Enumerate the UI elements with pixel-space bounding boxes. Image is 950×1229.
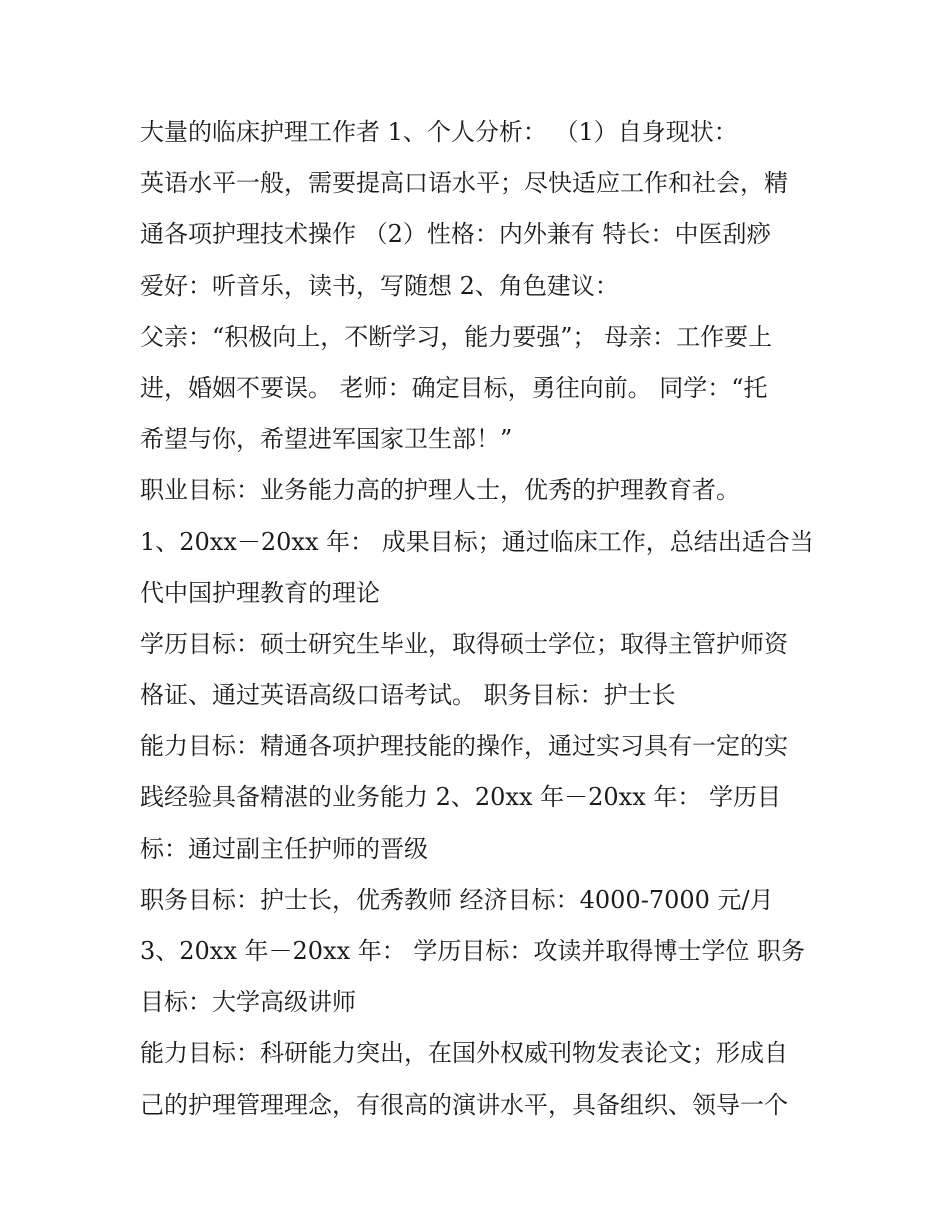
text-line-2: 英语水平一般，需要提高口语水平；尽快适应工作和社会，精	[140, 169, 788, 198]
text-line-16: 职务目标：护士长，优秀教师 经济目标：4000-7000 元/月	[140, 885, 774, 914]
text-line-1: 大量的临床护理工作者 1、个人分析： （1）自身现状：	[140, 118, 738, 146]
text-line-12: 格证、通过英语高级口语考试。 职务目标：护士长	[140, 681, 676, 710]
text-line-10: 代中国护理教育的理论	[140, 578, 380, 607]
text-line-5: 父亲：“积极向上，不断学习，能力要强”； 母亲：工作要上	[140, 322, 773, 351]
text-line-17: 3、20xx 年－20xx 年： 学历目标：攻读并取得博士学位 职务	[140, 937, 806, 965]
text-line-6: 进，婚姻不要误。 老师：确定目标，勇往向前。 同学：“托	[140, 373, 768, 402]
text-line-14: 践经验具备精湛的业务能力 2、20xx 年－20xx 年： 学历目	[140, 783, 782, 812]
text-line-13: 能力目标：精通各项护理技能的操作，通过实习具有一定的实	[140, 732, 788, 761]
text-line-20: 己的护理管理理念，有很高的演讲水平，具备组织、领导一个	[140, 1090, 788, 1119]
text-line-7: 希望与你，希望进军国家卫生部！”	[140, 425, 513, 454]
text-line-3: 通各项护理技术操作 （2）性格：内外兼有 特长：中医刮痧	[140, 220, 771, 249]
text-line-4: 爱好：听音乐，读书，写随想 2、角色建议：	[140, 271, 619, 300]
document-body	[140, 107, 830, 1131]
text-line-11: 学历目标：硕士研究生毕业，取得硕士学位；取得主管护师资	[140, 629, 788, 658]
text-line-9: 1、20xx－20xx 年： 成果目标；通过临床工作，总结出适合当	[140, 527, 814, 556]
text-line-18: 目标：大学高级讲师	[140, 988, 356, 1017]
text-line-15: 标：通过副主任护师的晋级	[140, 834, 428, 863]
text-line-8: 职业目标：业务能力高的护理人士，优秀的护理教育者。	[140, 476, 740, 505]
text-line-19: 能力目标：科研能力突出，在国外权威刊物发表论文；形成自	[140, 1039, 788, 1068]
